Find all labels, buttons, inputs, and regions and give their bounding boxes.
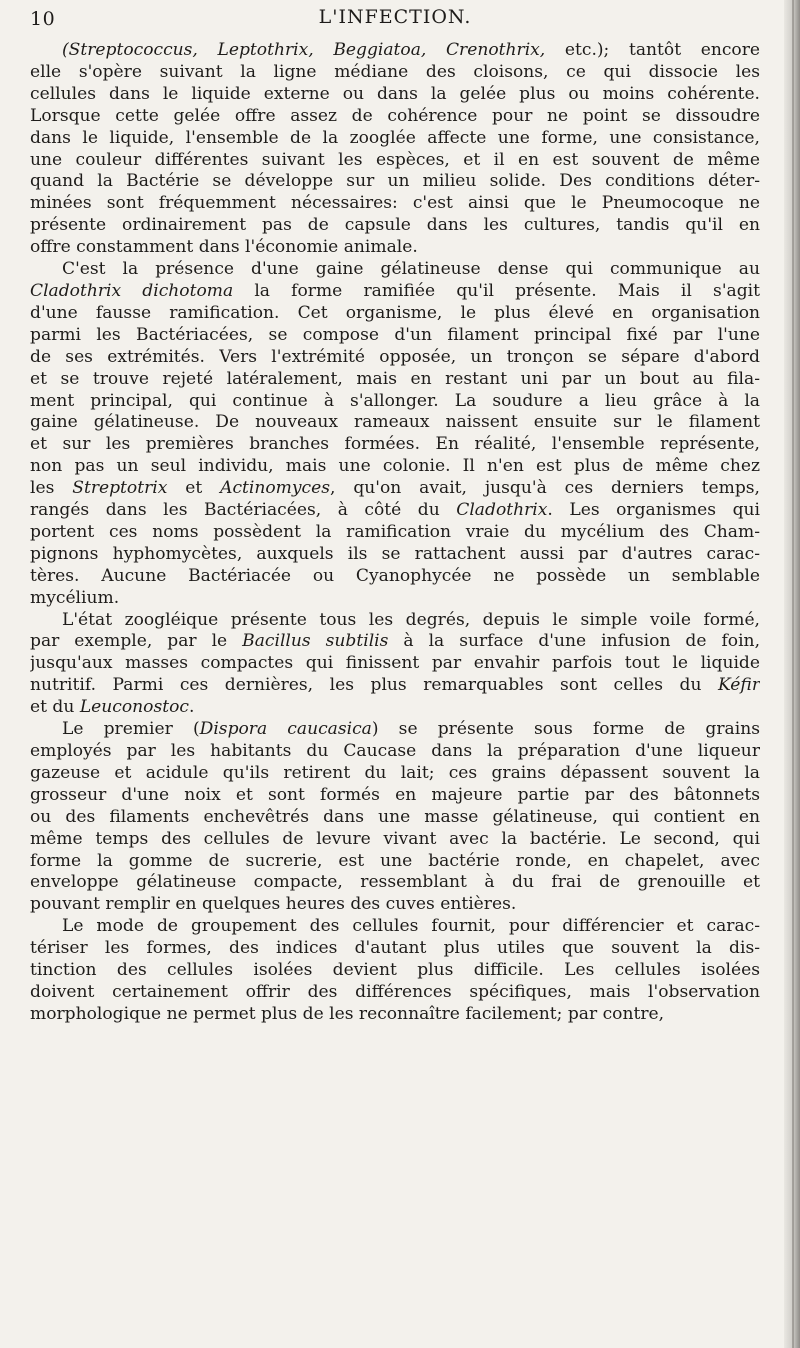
text-run: portent ces noms possèdent la ramification vraie du mycélium des Cham- (30, 521, 760, 542)
text-run: . Les organismes qui (547, 500, 760, 521)
text-line (30, 653, 760, 675)
text-run: une couleur différentes suivant les espèces, et il en est souvent de même (30, 149, 760, 170)
text-run: grosseur d'une noix et sont formés en majeure partie par des bâtonnets (30, 784, 760, 805)
text-run: pouvant remplir en quelques heures des cuves entières. (30, 894, 517, 915)
italic-text: Cladothrix dichotoma (30, 280, 234, 301)
text-run: parmi les Bactériacées, se compose d'un filament principal fixé par l'une (30, 324, 760, 345)
text-line (30, 259, 760, 281)
text-run: jusqu'aux masses compactes qui finissent par envahir parfois tout le liquide (30, 653, 760, 674)
body-text (30, 40, 760, 1026)
text-run: enveloppe gélatineuse compacte, ressemblant à du frai de grenouille et (30, 872, 760, 893)
text-line (30, 237, 760, 259)
text-line (30, 807, 760, 829)
text-line (30, 500, 760, 522)
text-line (30, 785, 760, 807)
text-line (30, 544, 760, 566)
text-line (30, 434, 760, 456)
text-run: . (188, 697, 195, 718)
text-line (30, 851, 760, 873)
text-run: quand la Bactérie se développe sur un milieu solide. Des conditions déter- (30, 171, 760, 192)
text-run: employés par les habitants du Caucase dans la préparation d'une liqueur (30, 741, 760, 761)
text-line (30, 325, 760, 347)
text-run: rangés dans les Bactériacées, à côté du (30, 500, 457, 521)
text-line (30, 829, 760, 851)
text-run: gaine gélatineuse. De nouveaux rameaux naissent ensuite sur le filament (30, 412, 760, 433)
text-run: et du (30, 697, 80, 718)
italic-text: Cladothrix (456, 500, 548, 521)
text-run: non pas un seul individu, mais une colonie. Il n'en est plus de même chez (30, 456, 760, 477)
text-line (30, 719, 760, 741)
text-line (30, 303, 760, 325)
text-line (30, 456, 760, 478)
text-run: d'une fausse ramification. Cet organisme, le plus élevé en organisation (30, 302, 760, 323)
paragraph (30, 40, 760, 259)
text-run: les (30, 478, 73, 499)
text-line (30, 631, 760, 653)
text-run: Le premier ( (62, 719, 200, 740)
text-run: par exemple, par le (30, 631, 243, 652)
text-run: pignons hyphomycètes, auxquels ils se rattachent aussi par d'autres carac- (30, 543, 760, 564)
text-line (30, 697, 760, 719)
text-run: ) se présente sous forme de grains (371, 719, 760, 740)
italic-text: Bacillus subtilis (242, 631, 389, 652)
text-line (30, 522, 760, 544)
text-line (30, 938, 760, 960)
text-line (30, 84, 760, 106)
text-line (30, 566, 760, 588)
page-number: 10 (30, 8, 56, 30)
italic-text: Kéfir (718, 675, 760, 696)
text-run: présente ordinairement pas de capsule dans les cultures, tandis qu'il en (30, 215, 760, 236)
text-run: forme la gomme de sucrerie, est une bactérie ronde, en chapelet, avec (30, 850, 760, 871)
text-run: dans le liquide, l'ensemble de la zooglée affecte une forme, une consistance, (30, 127, 760, 148)
text-run: gazeuse et acidule qu'ils retirent du lait; ces grains dépassent souvent la (30, 762, 760, 783)
text-run: Le mode de groupement des cellules fournit, pour différencier et carac- (62, 916, 760, 937)
text-line (30, 40, 760, 62)
text-run: L'état zoogléique présente tous les degrés, depuis le simple voile formé, (62, 609, 760, 630)
text-run: à la surface d'une infusion de foin, (388, 631, 760, 652)
text-run: tères. Aucune Bactériacée ou Cyanophycée ne possède un semblable (30, 565, 760, 586)
text-line (30, 369, 760, 391)
text-line (30, 610, 760, 632)
text-line (30, 916, 760, 938)
italic-text: (Streptococcus, Leptothrix, Beggiatoa, Crenothrix, (62, 40, 546, 60)
text-run: et (167, 478, 221, 499)
paragraph (30, 719, 760, 916)
italic-text: Streptotrix (72, 478, 168, 499)
text-line (30, 128, 760, 150)
text-run: et sur les premières branches formées. En réalité, l'ensemble représente, (30, 434, 760, 455)
binding-line (792, 0, 794, 1348)
text-run: nutritif. Parmi ces dernières, les plus remarquables sont celles du (30, 675, 718, 696)
text-run: elle s'opère suivant la ligne médiane des cloisons, ce qui dissocie les (30, 61, 760, 82)
text-run: la forme ramifiée qu'il présente. Mais il s'agit (233, 280, 760, 301)
text-run: C'est la présence d'une gaine gélatineuse dense qui communique au (62, 259, 760, 280)
text-run: doivent certainement offrir des différences spécifiques, mais l'observation (30, 981, 760, 1002)
text-run: mycélium. (30, 587, 120, 608)
text-line (30, 588, 760, 610)
page-header (30, 6, 760, 34)
text-line (30, 281, 760, 303)
text-run: Lorsque cette gelée offre assez de cohérence pour ne point se dissoudre (30, 105, 760, 126)
text-run: et se trouve rejeté latéralement, mais en restant uni par un bout au fila- (30, 368, 760, 389)
text-line (30, 106, 760, 128)
text-line (30, 62, 760, 84)
paragraph (30, 259, 760, 610)
text-line (30, 1004, 760, 1026)
running-title: L'INFECTION. (318, 6, 472, 28)
text-run: minées sont fréquemment nécessaires: c'est ainsi que le Pneumocoque ne (30, 193, 760, 214)
text-run: ou des filaments enchevêtrés dans une masse gélatineuse, qui contient en (30, 806, 760, 827)
text-line (30, 347, 760, 369)
text-run: tinction des cellules isolées devient plus difficile. Les cellules isolées (30, 960, 760, 981)
text-line (30, 412, 760, 434)
text-run: même temps des cellules de levure vivant avec la bactérie. Le second, qui (30, 828, 760, 849)
text-line (30, 982, 760, 1004)
text-run: cellules dans le liquide externe ou dans la gelée plus ou moins cohérente. (30, 83, 760, 104)
text-run: , qu'on avait, jusqu'à ces derniers temps, (330, 478, 760, 499)
text-line (30, 763, 760, 785)
text-run: ment principal, qui continue à s'allonger. La soudure a lieu grâce à la (30, 390, 760, 411)
text-line (30, 150, 760, 172)
text-run: tériser les formes, des indices d'autant plus utiles que souvent la dis- (30, 938, 760, 959)
text-line (30, 894, 760, 916)
text-run: de ses extrémités. Vers l'extrémité opposée, un tronçon se sépare d'abord (30, 346, 760, 367)
text-line (30, 193, 760, 215)
italic-text: Actinomyces (220, 478, 331, 499)
text-line (30, 171, 760, 193)
text-line (30, 391, 760, 413)
paragraph (30, 610, 760, 720)
text-line (30, 478, 760, 500)
text-run: morphologique ne permet plus de les reconnaître facilement; par contre, (30, 1003, 665, 1024)
italic-text: Leuconostoc (79, 697, 189, 718)
italic-text: Dispora caucasica (199, 719, 372, 740)
paragraph (30, 916, 760, 1026)
text-line (30, 960, 760, 982)
text-line (30, 675, 760, 697)
text-line (30, 215, 760, 237)
text-line (30, 741, 760, 763)
text-run: offre constamment dans l'économie animale. (30, 237, 418, 258)
text-run: etc.); tantôt encore (545, 40, 760, 60)
text-line (30, 872, 760, 894)
